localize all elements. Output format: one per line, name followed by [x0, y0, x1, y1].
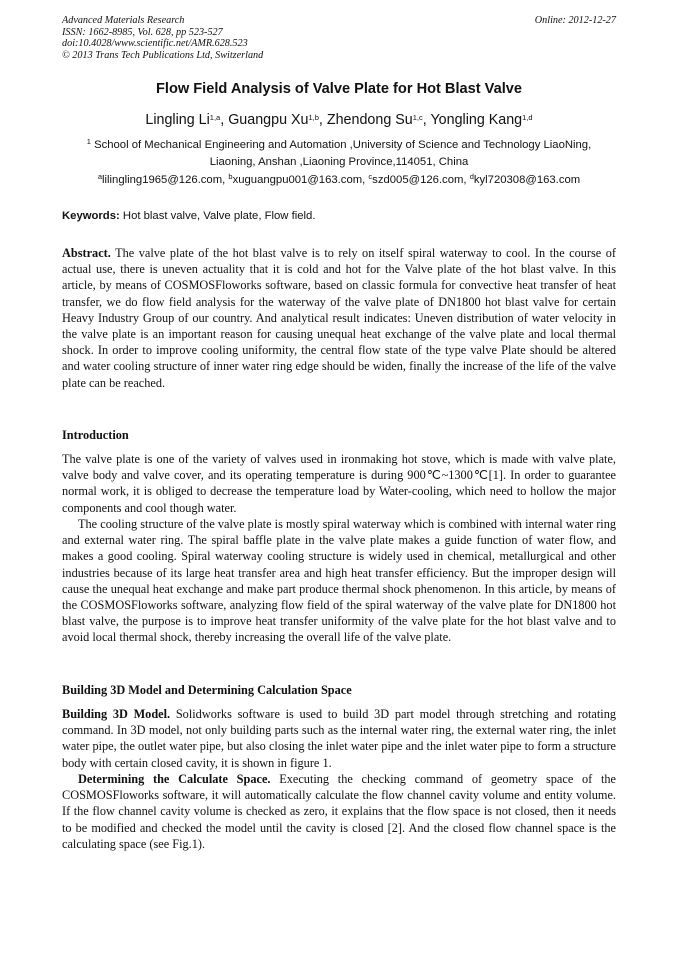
introduction-paragraph-2: The cooling structure of the valve plate is mostly spiral waterway which is combined with internal water ring and external water ring. The spiral baffle plate in the valve plate makes a guide function of water flow, and makes a good cooling. Spiral waterway cooling structure is widely used in chemical, metallurgical and other industries because of its large heat transfer area and high heat transfer efficiency. But the improper design will cause the unequal heat exchange and make part produce thermal shock phenomenon. In this article, by means of the COSMOSFloworks software, analyzing flow field of the spiral waterway of the valve plate for DN1800 hot blast valve, the purpose is to improve heat transfer uniformity of the valve plate for the hot blast valve and to avoid local thermal shock, thereby increasing the overall life of the valve plate.	[62, 517, 616, 645]
section-heading-introduction: Introduction	[62, 428, 129, 442]
author-name: Zhendong Su	[326, 112, 413, 128]
introduction-paragraph-1: The valve plate is one of the variety of valves used in ironmaking hot stove, which is made with valve plate, valve body and valve cover, and its operating temperature is during 900℃~1300℃[1]. In order to guarantee normal work, it is obliged to decrease the temperature load by Water-cooling, which need to hollow the major components and cool though water.	[62, 452, 616, 515]
journal-copyright: © 2013 Trans Tech Publications Ltd, Switzerland	[62, 49, 264, 61]
keywords-label: Keywords:	[62, 210, 120, 222]
journal-header	[62, 15, 616, 61]
email-sup: c	[368, 172, 373, 181]
author-sup: 1,b	[308, 113, 319, 122]
keywords	[62, 210, 616, 222]
calculate-space-label: Determining the Calculate Space.	[78, 772, 271, 786]
paper-title: Flow Field Analysis of Valve Plate for Hot Blast Valve	[155, 81, 523, 97]
abstract	[62, 245, 616, 391]
keywords-text: Hot blast valve, Valve plate, Flow field.	[122, 210, 316, 222]
calculate-space-paragraph	[62, 771, 616, 852]
email-link[interactable]: szd005@126.com	[372, 174, 464, 186]
building-3d-model-label: Building 3D Model.	[62, 707, 171, 721]
online-date: Online: 2012-12-27	[534, 15, 616, 26]
affiliation	[62, 137, 616, 170]
author-name: Guangpu Xu	[228, 112, 309, 128]
author-sup: 1,c	[412, 113, 423, 122]
email-link[interactable]: xuguangpu001@163.com	[232, 174, 363, 186]
building-3d-model-text: Solidworks software is used to build 3D part model through stretching and rotating command. In 3D model, not only building parts such as the internal water ring, the external water ring, the inlet water pipe, the outlet water pipe, but also closing the inlet water pipe and the inlet water pipe to form a structure body with certain closed cavity, it is shown in figure 1.	[62, 707, 616, 770]
email-sup: a	[97, 172, 102, 181]
author-name: Lingling Li	[145, 112, 210, 128]
abstract-label: Abstract.	[62, 246, 111, 260]
affiliation-line2: Liaoning, Anshan ,Liaoning Province,114051, China	[209, 155, 469, 168]
section-heading-building-3d-model: Building 3D Model and Determining Calculation Space	[62, 683, 352, 697]
author-list: Lingling Li$^{1,a}$, Guangpu Xu$^{1,b}$, Zhendong Su$^{1,c}$, Yongling Kang$^{1,d}$	[145, 112, 533, 128]
author-sup: 1,a	[209, 113, 221, 122]
author-name: Yongling Kang	[430, 112, 523, 128]
affiliation-line1: School of Mechanical Engineering and Automation ,University of Science and Technology LiaoNing,	[94, 139, 592, 151]
email-link[interactable]: lilingling1965@126.com	[102, 174, 223, 186]
email-link[interactable]: kyl720308@163.com	[473, 174, 581, 186]
email-sup: b	[228, 172, 233, 181]
email-sup: d	[469, 172, 474, 181]
journal-doi[interactable]: doi:10.4028/www.scientific.net/AMR.628.523	[62, 38, 248, 50]
affiliation-sup: 1	[86, 137, 91, 146]
journal-issn: ISSN: 1662-8985, Vol. 628, pp 523-527	[62, 26, 223, 38]
calculate-space-text: Executing the checking command of geometry space of the COSMOSFloworks software, it will automatically calculate the flow channel cavity volume and entity volume. If the flow channel cavity volume is checked as zero, it explains that the flow space is not closed, then it needs to be modified and checked the model until the cavity is closed [2]. And the closed flow channel space is the calculating space (see Fig.1).	[62, 772, 616, 851]
journal-name: Advanced Materials Research	[62, 15, 185, 26]
building-3d-model-paragraph	[62, 706, 616, 771]
author-sup: 1,d	[522, 113, 533, 122]
email-list: $^a$lilingling1965@126.com, $^b$xuguangpu001@163.com, $^c$szd005@126.com, $^d$kyl720308@163.com	[97, 172, 581, 186]
abstract-text: The valve plate of the hot blast valve is to rely on itself spiral waterway to cool. In the course of actual use, there is uneven actuality that it is cold and hot for the Valve plate of the hot blast valve. In this article, by means of COSMOSFloworks software, based on classic formula for convective heat transfer of heat transfer, we do flow field analysis for the waterway of the valve plate of DN1800 hot blast valve for certain Heavy Industry Group of our country. And analytical result indicates: Uneven distribution of water velocity in the valve plate is an important reason for causing unequal heat exchange of the valve plate and local thermal shock. In order to improve cooling uniformity, the central flow state of the type valve Plate should be altered and water cooling structure of inner water ring edge should be widen, finally the increase of the life of the valve plate can be reached.	[62, 246, 617, 390]
